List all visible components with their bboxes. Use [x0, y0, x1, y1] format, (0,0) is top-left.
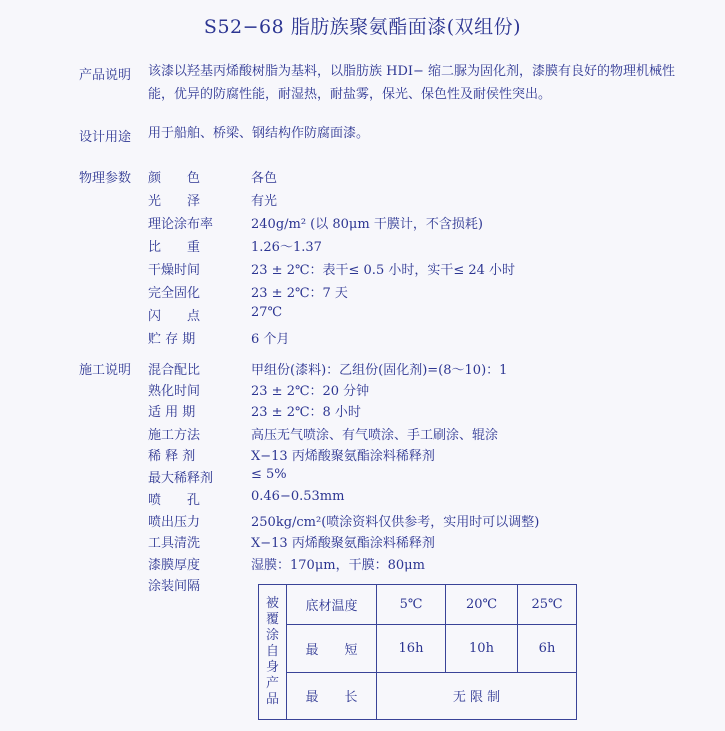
temp-header-cell: 5℃ — [377, 585, 446, 625]
application-key: 混合配比 — [148, 363, 201, 378]
physical-value: 27℃ — [251, 305, 283, 320]
physical-key: 颜 色 — [148, 171, 201, 186]
physical-value: 有光 — [251, 194, 278, 209]
application-value: X−13 丙烯酸聚氨酯涂料稀释剂 — [251, 536, 435, 551]
physical-key: 贮 存 期 — [148, 332, 196, 347]
max-interval-value: 无 限 制 — [377, 672, 577, 719]
physical-value: 23 ± 2℃：7 天 — [251, 286, 348, 301]
application-key: 工具清洗 — [148, 536, 201, 551]
substrate-temp-label: 底材温度 — [287, 585, 377, 625]
recoat-interval-table — [258, 584, 577, 720]
min-interval-label: 最 短 — [287, 625, 377, 672]
application-key: 施工方法 — [148, 428, 201, 443]
application-value: 甲组份(漆料)：乙组份(固化剂)=(8～10)：1 — [251, 363, 508, 378]
intro-text: 该漆以羟基丙烯酸树脂为基料，以脂肪族 HDI− 缩二脲为固化剂，漆膜有良好的物理机械性能，优异的防腐性能，耐湿热，耐盐雾，保光、保色性及耐侯性突出。 — [148, 64, 676, 102]
physical-key: 光 泽 — [148, 194, 201, 209]
application-value: 高压无气喷涂、有气喷涂、手工刷涂、辊涂 — [251, 428, 499, 443]
usage-label: 设计用途 — [79, 130, 132, 145]
application-value: 0.46−0.53mm — [251, 489, 345, 504]
application-value: 23 ± 2℃：20 分钟 — [251, 384, 370, 399]
application-key: 适 用 期 — [148, 405, 196, 420]
temp-header-cell: 25℃ — [518, 585, 577, 625]
application-key: 喷出压力 — [148, 515, 201, 530]
min-interval-cell: 6h — [518, 625, 577, 672]
application-key: 漆膜厚度 — [148, 558, 201, 573]
document-title: S52−68 脂肪族聚氨酯面漆(双组份) — [203, 16, 522, 38]
physical-key: 比 重 — [148, 240, 201, 255]
physical-value: 1.26～1.37 — [251, 240, 322, 255]
intro-label: 产品说明 — [79, 68, 132, 83]
physical-key: 干燥时间 — [148, 263, 201, 278]
max-interval-label: 最 长 — [287, 672, 377, 719]
table-row-header: 被 覆 涂 自 身 产 品 — [259, 585, 287, 720]
min-interval-cell: 16h — [377, 625, 446, 672]
application-value: 23 ± 2℃：8 小时 — [251, 405, 361, 420]
usage-text: 用于船舶、桥梁、钢结构作防腐面漆。 — [148, 126, 370, 141]
physical-key: 完全固化 — [148, 286, 201, 301]
physical-label: 物理参数 — [79, 171, 132, 186]
physical-key: 理论涂布率 — [148, 217, 214, 232]
application-label: 施工说明 — [79, 363, 132, 378]
application-value: 湿膜：170μm，干膜：80μm — [251, 558, 425, 573]
physical-value: 23 ± 2℃：表干≤ 0.5 小时，实干≤ 24 小时 — [251, 263, 516, 278]
application-value: X−13 丙烯酸聚氨酯涂料稀释剂 — [251, 449, 435, 464]
application-value: ≤ 5% — [251, 467, 287, 482]
application-key: 稀 释 剂 — [148, 449, 196, 464]
application-key: 最大稀释剂 — [148, 471, 214, 486]
physical-value: 各色 — [251, 171, 278, 186]
application-key: 熟化时间 — [148, 384, 201, 399]
physical-key: 闪 点 — [148, 309, 201, 324]
physical-value: 240g/m² (以 80μm 干膜计，不含损耗) — [251, 217, 483, 232]
temp-header-cell: 20℃ — [446, 585, 518, 625]
physical-value: 6 个月 — [251, 332, 290, 347]
application-key: 喷 孔 — [148, 493, 201, 508]
application-key: 涂装间隔 — [148, 579, 201, 594]
min-interval-cell: 10h — [446, 625, 518, 672]
application-value: 250kg/cm²(喷涂资料仅供参考，实用时可以调整) — [251, 515, 540, 530]
